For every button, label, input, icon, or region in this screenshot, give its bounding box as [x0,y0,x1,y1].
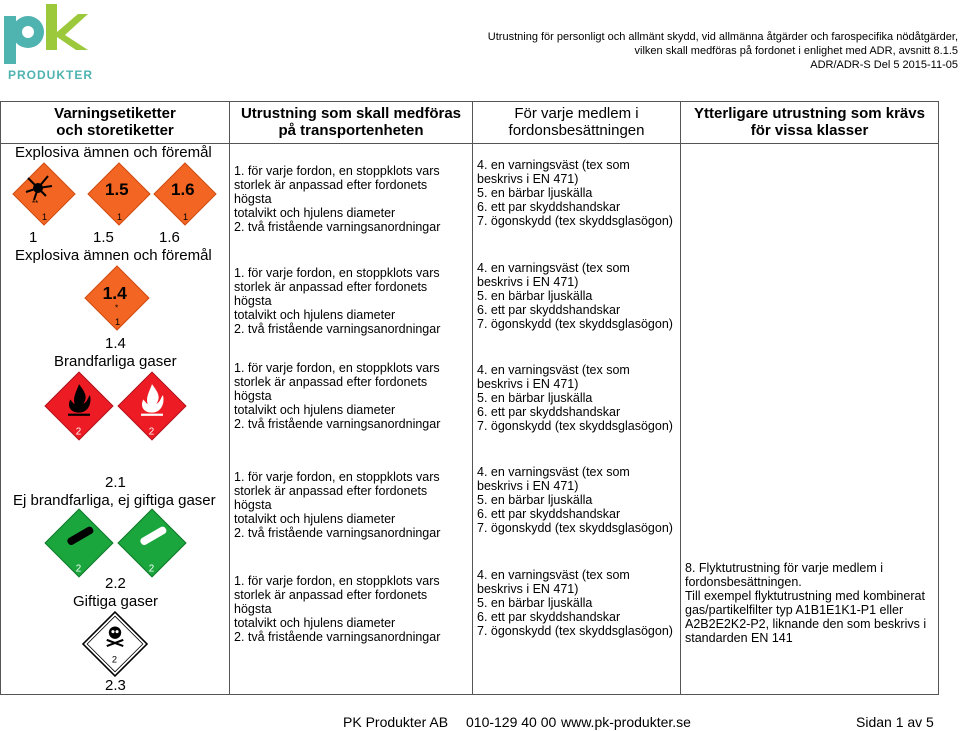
nonflammable-gas-diamond-white-cylinder [117,508,187,578]
body-row [1,144,939,695]
label-class-2-1: 2.1 [105,474,126,491]
labels-cell [1,144,230,695]
footer-phone: 010-129 40 00 [466,714,557,730]
additional-equipment-cell [681,144,939,695]
nonflammable-gas-title: Ej brandfarliga, ej giftiga gaser [13,492,216,509]
label-class-1-5: 1.5 [93,229,114,246]
crew-equipment-block-5: 4. en varningsväst (tex som beskrivs i EN 471) 5. en bärbar ljuskälla 6. ett par skyddshandskar 7. ögonskydd (tex skyddsglasögon) [477,568,673,638]
footer-company: PK Produkter AB [343,714,449,730]
unit-equipment-block-3: 1. för varje fordon, en stoppklots vars storlek är anpassad efter fordonets högsta totalvikt och hjulens diameter 2. två fristående varningsanordningar [234,361,441,431]
unit-equipment-block-4: 1. för varje fordon, en stoppklots vars storlek är anpassad efter fordonets högsta totalvikt och hjulens diameter 2. två fristående varningsanordningar [234,470,441,540]
unit-equipment-cell [230,144,473,695]
svg-text:1.5: 1.5 [105,180,129,199]
column-header-unit-equipment: Utrustning som skall medföras på transportenheten [230,102,473,144]
explosive-1-4-diamond [84,265,150,331]
crew-equipment-block-2: 4. en varningsväst (tex som beskrivs i EN 471) 5. en bärbar ljuskälla 6. ett par skyddshandskar 7. ögonskydd (tex skyddsglasögon) [477,261,673,331]
page-header [488,30,958,72]
label-class-1: 1 [29,229,38,246]
header-line-1: Utrustning för personligt och allmänt skydd, vid allmänna åtgärder och farospecifika nödåtgärder, [487,31,958,43]
label-class-1-4: 1.4 [105,335,126,352]
column-header-labels: Varningsetiketter och storetiketter [1,102,230,144]
svg-text:2: 2 [148,563,155,575]
column-header-additional: Ytterligare utrustning som krävs för vissa klasser [681,102,939,144]
label-class-2-2: 2.2 [105,575,126,592]
svg-text:1: 1 [183,212,189,222]
explosive-1-5-diamond [87,162,151,226]
equipment-table [0,101,939,695]
flammable-gas-title: Brandfarliga gaser [54,353,177,370]
label-class-2-3: 2.3 [105,677,126,694]
footer-page-number: Sidan 1 av 5 [856,714,934,730]
flammable-gas-diamond-white-flame [117,371,187,441]
flammable-gas-diamond-black-flame [44,371,114,441]
crew-equipment-cell [473,144,681,695]
logo-brand-text: PRODUKTER [8,68,94,82]
svg-text:1: 1 [117,212,123,222]
svg-text:2: 2 [75,426,82,438]
header-line-3: ADR/ADR-S Del 5 2015-11-05 [810,59,958,71]
unit-equipment-block-5: 1. för varje fordon, en stoppklots vars storlek är anpassad efter fordonets högsta totalvikt och hjulens diameter 2. två fristående varningsanordningar [234,574,441,644]
toxic-gas-title: Giftiga gaser [73,593,159,610]
svg-text:1: 1 [42,212,48,222]
header-row [1,102,939,144]
svg-text:*: * [114,303,119,313]
svg-text:1: 1 [114,316,121,327]
explosive-title-1: Explosiva ämnen och föremål [15,144,212,161]
nonflammable-gas-diamond-black-cylinder [44,508,114,578]
svg-text:2: 2 [75,563,82,575]
explosive-bomb-diamond [12,162,76,226]
svg-text:1.4: 1.4 [102,283,127,304]
explosive-title-2: Explosiva ämnen och föremål [15,247,212,264]
crew-equipment-block-4: 4. en varningsväst (tex som beskrivs i EN 471) 5. en bärbar ljuskälla 6. ett par skyddshandskar 7. ögonskydd (tex skyddsglasögon) [477,465,673,535]
pk-produkter-logo [2,2,102,84]
additional-equipment-block: 8. Flyktutrustning för varje medlem i fordonsbesättningen. Till exempel flyktutrustning med kombinerat gas/partikelfilter typ A1B1E1K1-P1 eller A2B2E2K2-P2, liknande den som beskrivs i standarden EN 141 [685,561,927,645]
explosive-1-6-diamond [153,162,217,226]
svg-text:2: 2 [148,426,155,438]
svg-text:1.6: 1.6 [171,180,195,199]
crew-equipment-block-3: 4. en varningsväst (tex som beskrivs i EN 471) 5. en bärbar ljuskälla 6. ett par skyddshandskar 7. ögonskydd (tex skyddsglasögon) [477,363,673,433]
crew-equipment-block-1: 4. en varningsväst (tex som beskrivs i EN 471) 5. en bärbar ljuskälla 6. ett par skyddshandskar 7. ögonskydd (tex skyddsglasögon) [477,158,673,228]
svg-text:2: 2 [111,654,118,665]
label-class-1-6: 1.6 [159,229,180,246]
footer-website[interactable]: www.pk-produkter.se [561,714,691,730]
diamond-dots: ** [32,199,39,208]
unit-equipment-block-2: 1. för varje fordon, en stoppklots vars storlek är anpassad efter fordonets högsta totalvikt och hjulens diameter 2. två fristående varningsanordningar [234,266,441,336]
header-line-2: vilken skall medföras på fordonet i enlighet med ADR, avsnitt 8.1.5 [634,45,958,57]
column-header-crew: För varje medlem i fordonsbesättningen [473,102,681,144]
toxic-gas-skull-diamond [82,611,148,677]
unit-equipment-block-1: 1. för varje fordon, en stoppklots vars storlek är anpassad efter fordonets högsta totalvikt och hjulens diameter 2. två fristående varningsanordningar [234,164,441,234]
